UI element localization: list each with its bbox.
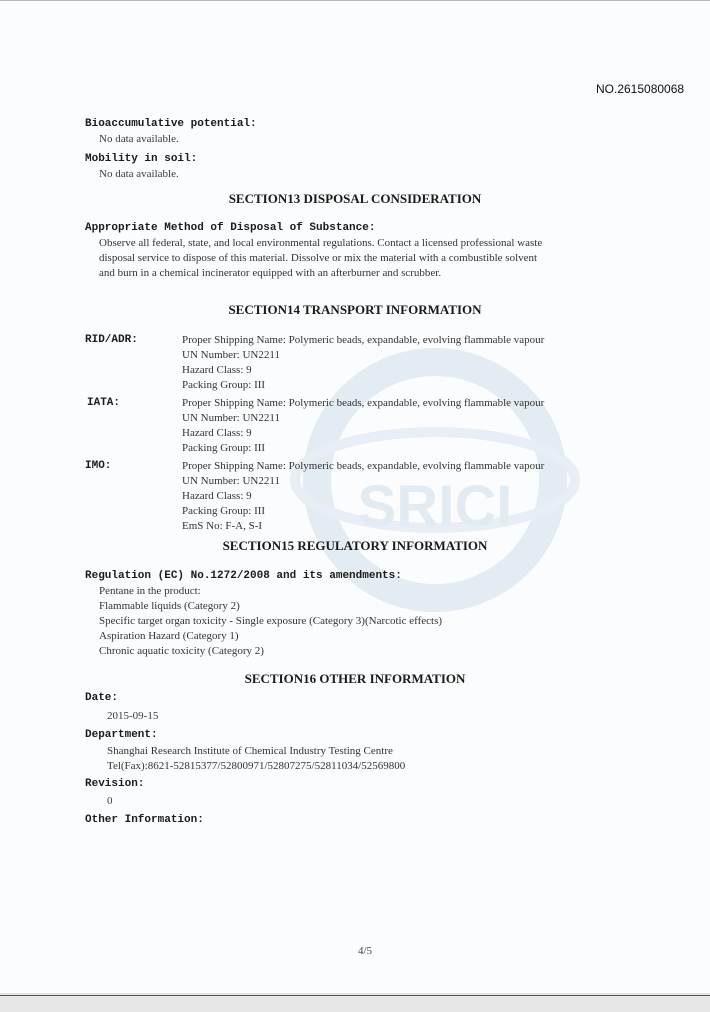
section14-title: SECTION14 TRANSPORT INFORMATION [228, 302, 482, 317]
department-name: Shanghai Research Institute of Chemical Industry Testing Centre [107, 745, 393, 757]
regulation-label: Regulation (EC) No.1272/2008 and its amendments: [85, 570, 402, 582]
bioaccumulative-label: Bioaccumulative potential: [85, 118, 257, 130]
bottom-border [0, 995, 710, 996]
regulation-line: Flammable liquids (Category 2) [99, 600, 240, 612]
disposal-line: and burn in a chemical incinerator equipped with an afterburner and scrubber. [99, 267, 442, 279]
shipping-name: Proper Shipping Name: Polymeric beads, expandable, evolving flammable vapour [182, 460, 545, 472]
shipping-name: Proper Shipping Name: Polymeric beads, expandable, evolving flammable vapour [182, 397, 545, 409]
revision-label: Revision: [85, 778, 145, 790]
un-number: UN Number: UN2211 [182, 349, 280, 361]
iata-label: IATA: [87, 397, 121, 409]
rid-adr-label: RID/ADR: [85, 334, 138, 346]
revision-value: 0 [107, 795, 113, 807]
imo-label: IMO: [85, 460, 112, 472]
disposal-method-label: Appropriate Method of Disposal of Substance: [85, 222, 376, 234]
mobility-label: Mobility in soil: [85, 153, 198, 165]
other-information-label: Other Information: [85, 814, 204, 826]
bioaccumulative-value: No data available. [99, 133, 179, 145]
page-number: 4/5 [357, 945, 373, 957]
regulation-line: Chronic aquatic toxicity (Category 2) [99, 645, 264, 657]
date-value: 2015-09-15 [107, 710, 159, 722]
top-border [0, 0, 710, 1]
un-number: UN Number: UN2211 [182, 475, 280, 487]
hazard-class: Hazard Class: 9 [182, 364, 252, 376]
packing-group: Packing Group: III [182, 379, 266, 391]
document-number: NO.2615080068 [596, 82, 685, 96]
imo-details [182, 459, 544, 534]
regulation-line: Aspiration Hazard (Category 1) [99, 630, 239, 642]
section16-title: SECTION16 OTHER INFORMATION [244, 671, 466, 686]
regulation-line: Pentane in the product: [99, 585, 201, 597]
ems-number: EmS No: F-A, S-I [182, 520, 263, 532]
un-number: UN Number: UN2211 [182, 412, 280, 424]
packing-group: Packing Group: III [182, 505, 266, 517]
disposal-text [99, 236, 542, 281]
packing-group: Packing Group: III [182, 442, 266, 454]
shipping-name: Proper Shipping Name: Polymeric beads, expandable, evolving flammable vapour [182, 334, 545, 346]
hazard-class: Hazard Class: 9 [182, 490, 252, 502]
mobility-value: No data available. [99, 168, 179, 180]
iata-details [182, 396, 544, 456]
disposal-line: disposal service to dispose of this material. Dissolve or mix the material with a combustible solvent [99, 252, 538, 264]
watermark-text: SRICI [357, 474, 513, 539]
rid-adr-details [182, 333, 544, 393]
department-label: Department: [85, 729, 158, 741]
department-phone: Tel(Fax):8621-52815377/52800971/52807275/52811034/52569800 [107, 760, 406, 772]
hazard-class: Hazard Class: 9 [182, 427, 252, 439]
regulation-line: Specific target organ toxicity - Single exposure (Category 3)(Narcotic effects) [99, 615, 443, 627]
regulation-details [99, 584, 442, 659]
department-details [107, 744, 405, 774]
section13-title: SECTION13 DISPOSAL CONSIDERATION [228, 191, 482, 206]
date-label: Date: [85, 692, 119, 704]
disposal-line: Observe all federal, state, and local environmental regulations. Contact a licensed professional waste [99, 237, 543, 249]
section15-title: SECTION15 REGULATORY INFORMATION [222, 538, 488, 553]
